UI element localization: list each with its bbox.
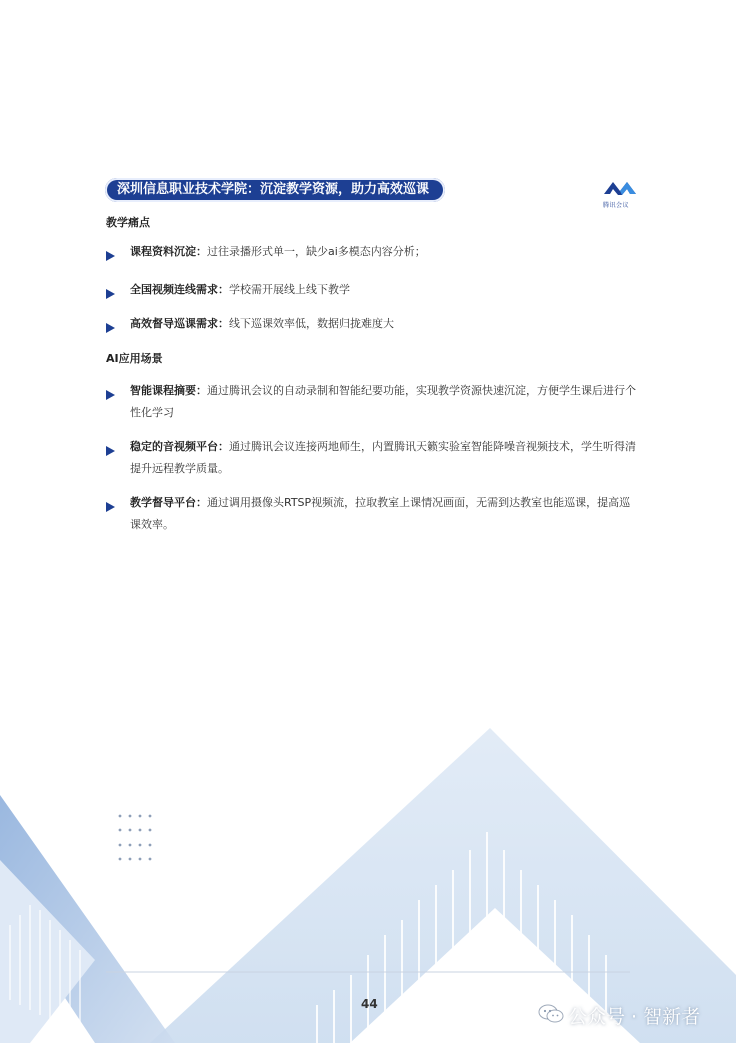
list-item-body: 通过腾讯会议的自动录制和智能纪要功能，实现教学资源快速沉淀，方便学生课后进行个性化学习: [130, 384, 636, 419]
logo-text: 腾讯会议: [603, 202, 630, 209]
triangle-bullet-icon: [106, 390, 115, 400]
list-item-text: [130, 380, 638, 424]
page-title: 深圳信息职业技术学院：沉淀教学资源，助力高效巡课: [105, 178, 445, 202]
list-item-label: 智能课程摘要：: [130, 384, 207, 397]
list-item-text: [130, 492, 638, 536]
triangle-bullet-icon: [106, 251, 115, 261]
list-item-body: 通过调用摄像头RTSP视频流，拉取教室上课情况画面，无需到达教室也能巡课，提高巡课效率。: [130, 496, 631, 531]
list-item-label: 全国视频连线需求：: [130, 283, 229, 296]
list-item-label: 高效督导巡课需求：: [130, 317, 229, 330]
triangle-bullet-icon: [106, 323, 115, 333]
triangle-bullet-icon: [106, 289, 115, 299]
list-item-text: [130, 241, 638, 263]
watermark: 公众号 · 智新者: [568, 1006, 701, 1028]
triangle-bullet-icon: [106, 502, 115, 512]
list-item-label: 教学督导平台：: [130, 496, 207, 509]
list-item-body: 学校需开展线上线下教学: [229, 283, 350, 296]
section-heading-ai-scenarios: AI应用场景: [106, 352, 163, 365]
wechat-icon: [538, 1004, 564, 1024]
list-item-text: [130, 436, 638, 480]
list-item-body: 线下巡课效率低，数据归拢难度大: [229, 317, 394, 330]
list-item-text: [130, 279, 638, 301]
page-number: 44: [361, 997, 378, 1011]
list-item-text: [130, 313, 638, 335]
list-item-label: 课程资料沉淀：: [130, 245, 207, 258]
list-item-body: 通过腾讯会议连接两地师生，内置腾讯天籁实验室智能降噪音视频技术，学生听得清提升远程教学质量。: [130, 440, 636, 475]
list-item-label: 稳定的音视频平台：: [130, 440, 229, 453]
section-heading-pain-points: 教学痛点: [106, 216, 150, 229]
list-item-body: 过往录播形式单一，缺少ai多模态内容分析；: [207, 245, 426, 258]
triangle-bullet-icon: [106, 446, 115, 456]
